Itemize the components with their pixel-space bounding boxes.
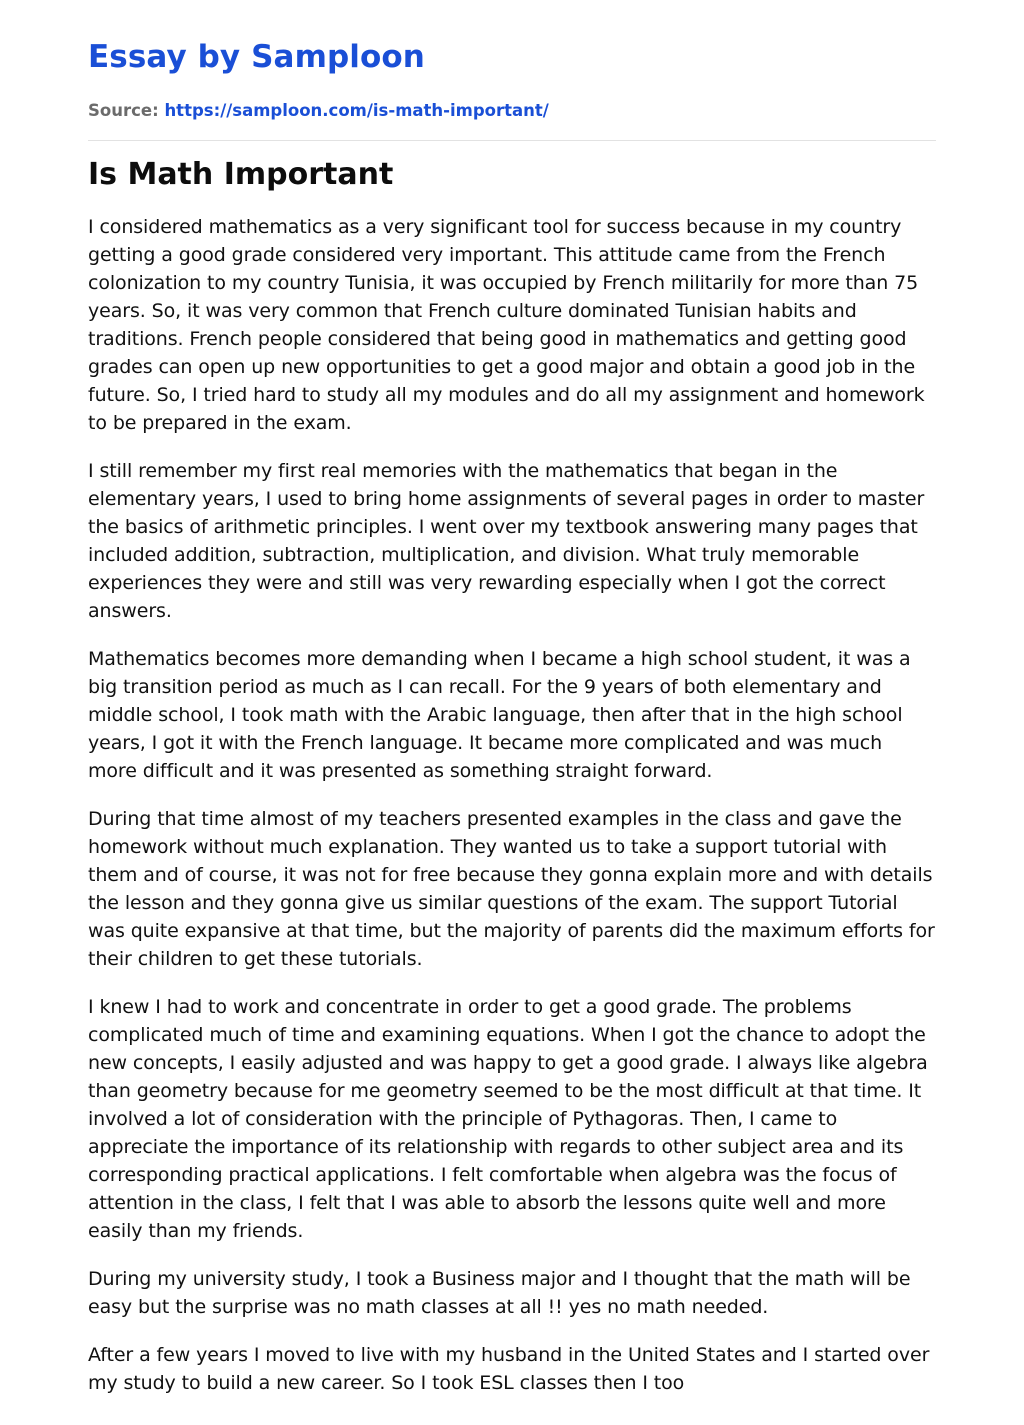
essay-title: Is Math Important — [88, 157, 394, 192]
source-line — [88, 100, 936, 122]
essay-paragraph: After a few years I moved to live with my husband in the United States and I started over my study to build a new career. So I took ESL classes then I too — [88, 1344, 930, 1394]
source-link[interactable]: https://samploon.com/is-math-important/ — [164, 101, 549, 120]
essay-paragraph: I considered mathematics as a very significant tool for success because in my country getting a good grade considered very important. This attitude came from the French colonization to my country Tunisia, it was occupied by French militarily for more than 75 years. So, it was very common that French culture dominated Tunisian habits and traditions. French people considered that being good in mathematics and getting good grades can open up new opportunities to get a good major and obtain a good job in the future. So, I tried hard to study all my modules and do all my assignment and homework to be prepared in the exam. — [88, 216, 925, 434]
essay-paragraph: During my university study, I took a Business major and I thought that the math will be easy but the surprise was no math classes at all !! yes no math needed. — [88, 1268, 911, 1318]
site-brand-title: Essay by Samploon — [88, 39, 425, 75]
essay-paragraph: I still remember my first real memories with the mathematics that began in the elementary years, I used to bring home assignments of several pages in order to master the basics of arithmetic principles. I went over my textbook answering many pages that included addition, subtraction, multiplication, and division. What truly memorable experiences they were and still was very rewarding especially when I got the correct answers. — [88, 460, 925, 622]
essay-paragraph: During that time almost of my teachers presented examples in the class and gave the homework without much explanation. They wanted us to take a support tutorial with them and of course, it was not for free because they gonna explain more and with details the lesson and they gonna give us similar questions of the exam. The support Tutorial was quite expansive at that time, but the majority of parents did the maximum efforts for their children to get these tutorials. — [88, 808, 935, 970]
essay-paragraph: Mathematics becomes more demanding when I became a high school student, it was a big transition period as much as I can recall. For the 9 years of both elementary and middle school, I took math with the Arabic language, then after that in the high school years, I got it with the French language. It became more complicated and was much more difficult and it was presented as something straight forward. — [88, 648, 911, 782]
header-divider — [88, 140, 936, 141]
essay-paragraph: I knew I had to work and concentrate in order to get a good grade. The problems complicated much of time and examining equations. When I got the chance to adopt the new concepts, I easily adjusted and was happy to get a good grade. I always like algebra than geometry because for me geometry seemed to be the most difficult at that time. It involved a lot of consideration with the principle of Pythagoras. Then, I came to appreciate the importance of its relationship with regards to other subject area and its corresponding practical applications. I felt comfortable when algebra was the focus of attention in the class, I felt that I was able to absorb the lessons quite well and more easily than my friends. — [88, 996, 928, 1242]
essay-body — [88, 213, 936, 1397]
source-label: Source: — [88, 101, 159, 120]
